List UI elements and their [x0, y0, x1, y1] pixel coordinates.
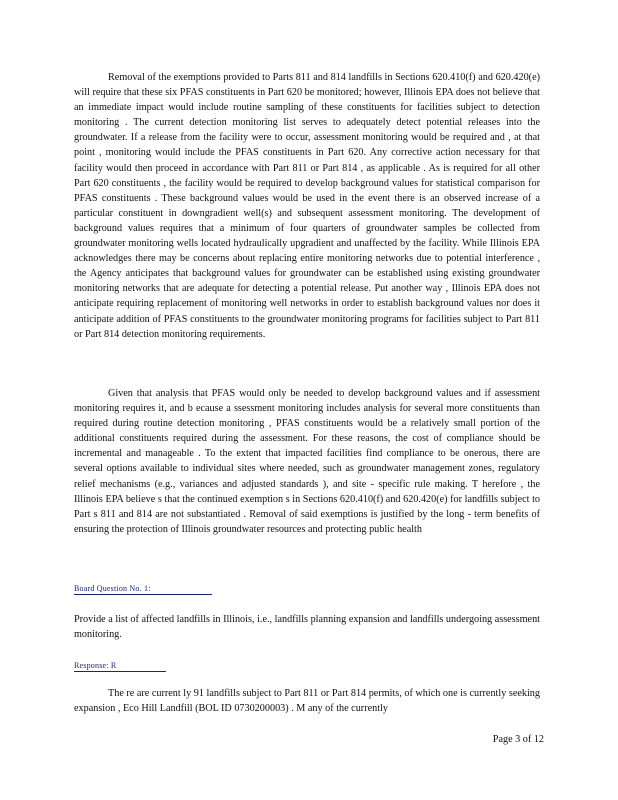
board-question-label: Board Question No. 1:: [74, 584, 151, 593]
response-paragraph: The re are current ly 91 landfills subject to Part 811 or Part 814 permits, of which one is currently seeking expansion , Eco Hill Landfill (BOL ID 0730200003) . M any of the currently: [74, 688, 540, 715]
response-underline: [74, 671, 166, 672]
board-question-underline: [74, 594, 212, 595]
body-paragraph-exemptions: Removal of the exemptions provided to Parts 811 and 814 landfills in Sections 620.410(f) and 620.420(e) will require that these six PFAS constituents in Part 620 be monitored; however, Illinois EPA does not believe that an immediate impact would include routine sampling of these constituents for facilities subject to detection monitoring . The current detection monitoring list serves to adequately detect potential releases into the groundwater. If a release from the facility were to occur, assessment monitoring would be required and , at that point , monitoring would include the PFAS constituents in Part 620. Any corrective action necessary for that facility would then proceed in accordance with Part 811 or Part 814 , as applicable . As is required for all other Part 620 constituents , the facility would be required to develop background values for statistical comparison for PFAS constituents . These background values would be used in the event there is an observed increase of a particular constituent in downgradient well(s) and subsequent assessment monitoring. The development of background values requires that a minimum of four quarters of groundwater samples be collected from groundwater monitoring wells located hydraulically upgradient and unaffected by the facility. While Illinois EPA acknowledges there may be concerns about replacing entire monitoring networks due to potential interference , the Agency anticipates that background values for groundwater can be established using existing groundwater monitoring networks that are adequate for detecting a potential release. Put another way , Illinois EPA does not anticipate requiring replacement of monitoring well networks in order to establish background values nor does it anticipate addition of PFAS constituents to the groundwater monitoring programs for facilities subject to Part 811 or Part 814 detection monitoring requirements.: [74, 72, 540, 340]
response-label: Response: R: [74, 661, 117, 670]
response-heading: [74, 661, 116, 671]
page-number: Page 3 of 12: [492, 734, 544, 745]
body-paragraph-cost-analysis: Given that analysis that PFAS would only be needed to develop background values and if assessment monitoring requires it, and b ecause a ssessment monitoring includes analysis for several more constituents than required during routine detection monitoring , PFAS constituents would be a relatively small portion of the additional constituents required during the assessment. For these reasons, the cost of compliance should be incremental and manageable . To the extent that impacted facilities find compliance to be onerous, there are several options available to individual sites where needed, such as groundwater management zones, regulatory relief mechanisms (e.g., variances and adjusted standards ), and site - specific rule making. T herefore , the Illinois EPA believe s that the continued exemption s in Sections 620.410(f) and 620.420(e) for landfills subject to Part s 811 and 814 are not substantiated . Removal of said exemptions is justified by the long - term benefits of ensuring the protection of Illinois groundwater resources and protecting public health: [74, 388, 540, 535]
board-question-text: Provide a list of affected landfills in Illinois, i.e., landfills planning expansion and landfills undergoing assessment monitoring.: [74, 614, 540, 641]
board-question-heading: [74, 584, 151, 594]
